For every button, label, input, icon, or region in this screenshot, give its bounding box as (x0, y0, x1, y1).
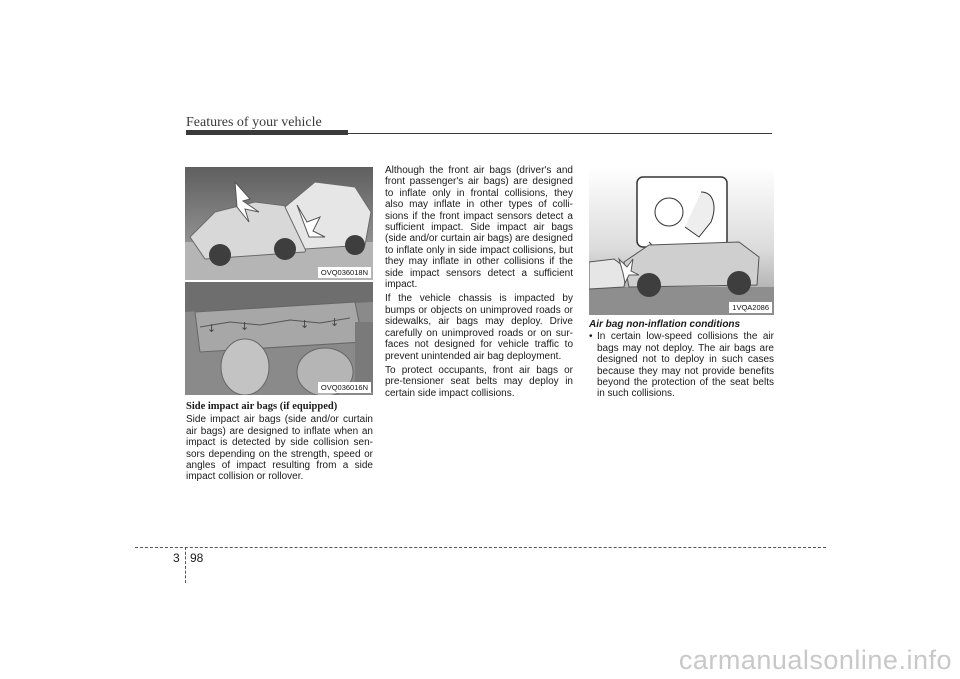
bullet-text: In certain low-speed collisions the air bags may not deploy. The air bags are designed not to deploy in such cases because they may not provide benefits beyond the protection of the seat belts in such collisions. (597, 331, 774, 400)
column-2-text (385, 165, 573, 399)
figure-side-collision (185, 167, 373, 280)
page-header-title: Features of your vehicle (186, 115, 322, 130)
side-airbag-subheading: Side impact air bags (if equipped) (186, 401, 338, 412)
non-inflation-heading: Air bag non-inflation conditions (589, 319, 741, 330)
footer-rule (135, 547, 826, 548)
paragraph-protect-occupants: To protect occupants, front air bags or pre-tensioner seat belts may deploy in certain side impact collisions. (385, 364, 573, 399)
footer-vertical-rule (185, 547, 186, 583)
header-rule (348, 133, 772, 134)
figure-low-speed-collision (589, 167, 774, 315)
page-number: 98 (190, 551, 204, 565)
figure-code: 1VQA2086 (729, 302, 772, 313)
column-3-text (589, 319, 774, 400)
watermark-text: carmanualsonline.info (678, 645, 952, 675)
paragraph-chassis-impact: If the vehicle chassis is impacted by bumps or objects on unimproved roads or sidewalks, air bags may deploy. Drive carefully on unimproved roads or on sur-faces not designed for vehicle traffic to prevent unintended air bag deployment. (385, 293, 573, 362)
side-airbag-paragraph: Side impact air bags (side and/or curtain air bags) are designed to inflate when an impact is detected by side collision sen-sors depending on the strength, speed or angles of impact resulting from a side impact collision or rollover. (186, 414, 373, 483)
svg-text:↓: ↓ (330, 316, 340, 329)
column-1-text (186, 401, 373, 483)
header-bar (186, 130, 348, 135)
bullet-icon: • (589, 331, 593, 343)
chapter-number: 3 (173, 551, 180, 565)
side-collision-illustration (185, 167, 373, 280)
svg-text:↓: ↓ (240, 320, 250, 333)
paragraph-frontal-airbags: Although the front air bags (driver's and front passenger's air bags) are designed to inflate only in frontal collisions, they also may inflate in other types of colli-sions if the front impact sensors detect a sufficient impact. Side impact air bags (side and/or curtain air bags) are designed to inflate only in side impact collisions, but they may inflate in other collisions if the side impact sensors detect a sufficient impact. (385, 165, 573, 291)
figure-code: OVQ036018N (318, 267, 371, 278)
svg-text:↓: ↓ (300, 318, 310, 331)
figure-curtain-airbag (185, 282, 373, 395)
list-item (589, 331, 774, 399)
svg-text:↓: ↓ (207, 322, 217, 335)
curtain-airbag-illustration (185, 282, 373, 395)
low-speed-collision-illustration (589, 167, 774, 315)
figure-code: OVQ036016N (318, 382, 371, 393)
